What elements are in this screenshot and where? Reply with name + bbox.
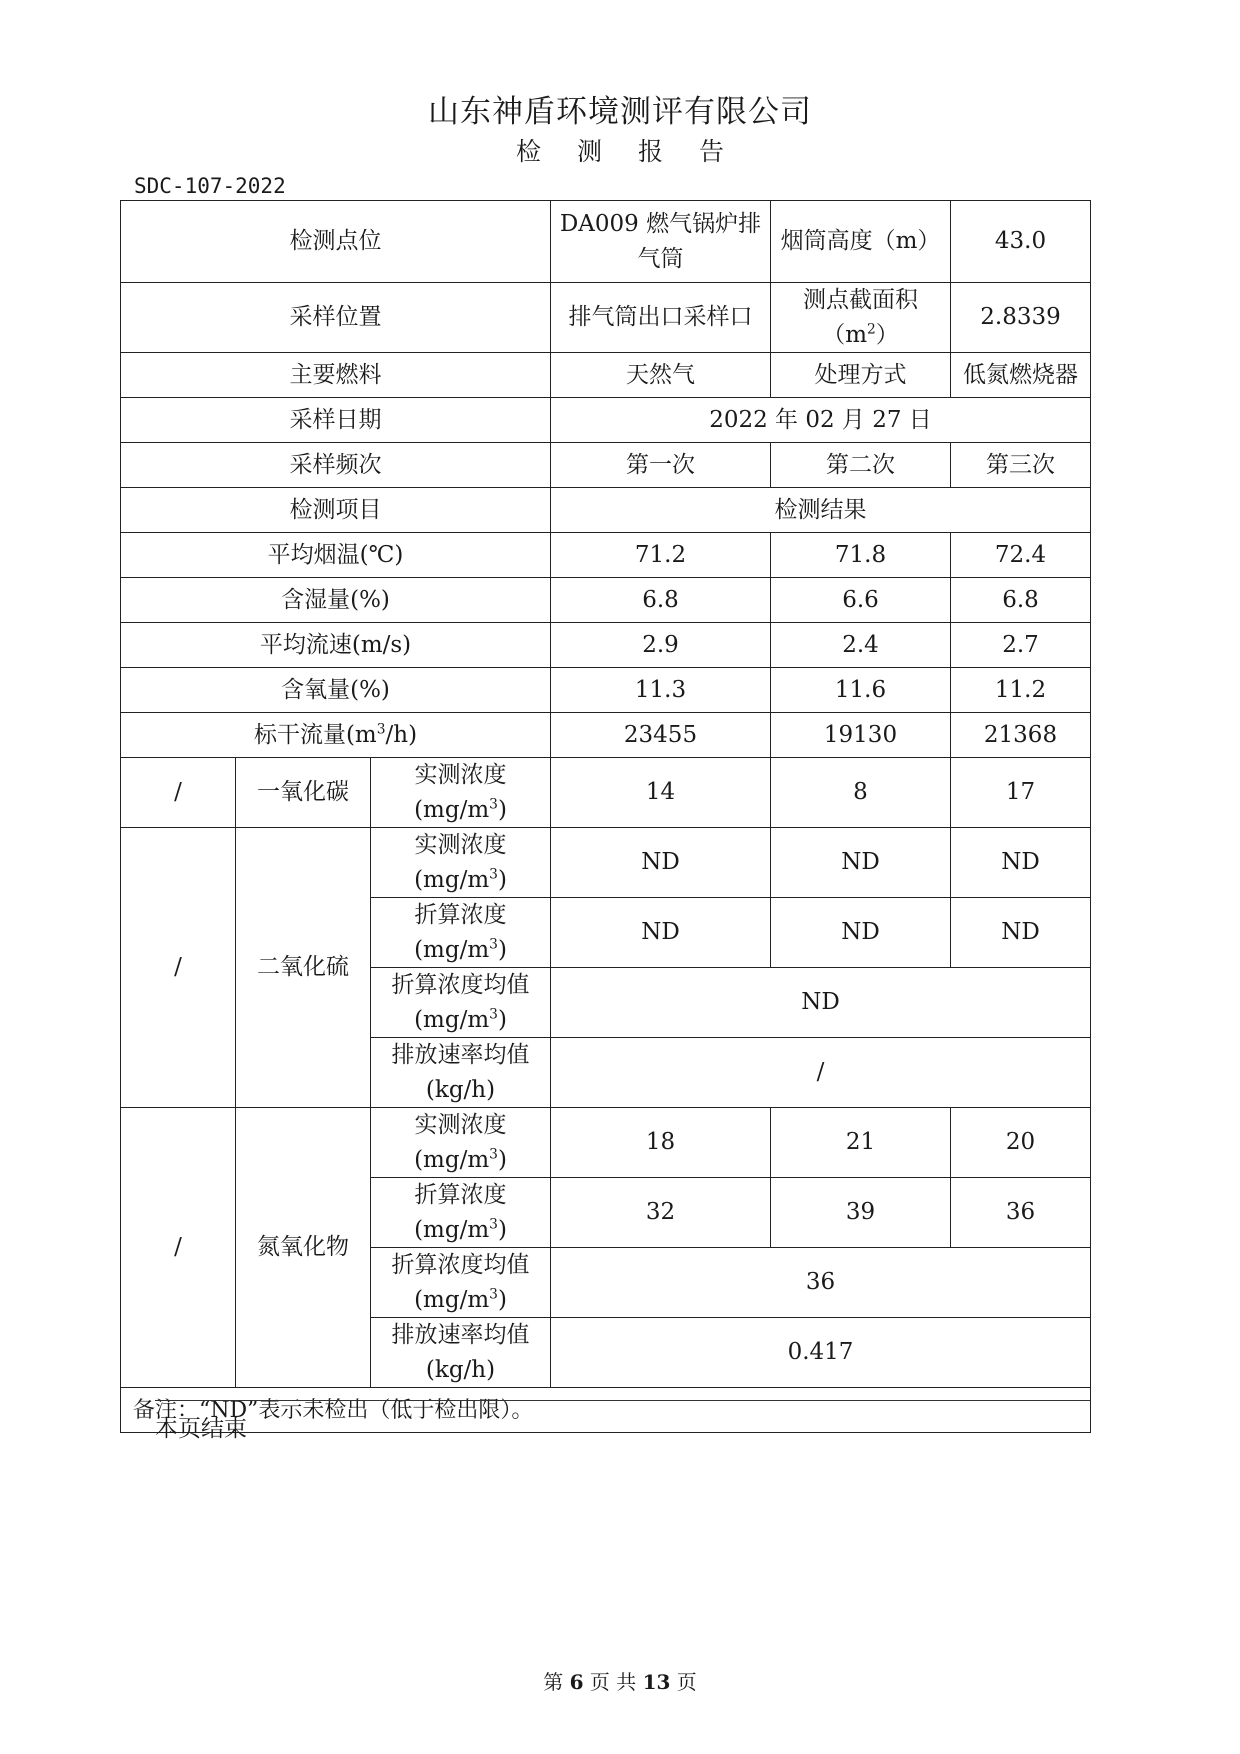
table-row xyxy=(121,353,1091,398)
so2-rate-label xyxy=(371,1038,551,1108)
unit-text: (mg/m xyxy=(414,1006,490,1033)
label-text: 实测浓度 xyxy=(414,832,507,858)
unit-text: (mg/m xyxy=(414,1146,490,1173)
unit-close: ) xyxy=(497,1286,507,1313)
co-name: 一氧化碳 xyxy=(236,758,371,828)
table-row xyxy=(121,623,1091,668)
treatment-value: 低氮燃烧器 xyxy=(951,353,1091,398)
freq-1: 第一次 xyxy=(551,443,771,488)
footer-rule xyxy=(155,1400,1090,1401)
date-label: 采样日期 xyxy=(121,398,551,443)
unit-text: (mg/m xyxy=(414,936,490,963)
nox-measured-value: 18 xyxy=(551,1108,771,1178)
param-value: 71.2 xyxy=(551,533,771,578)
nox-slash: / xyxy=(121,1108,236,1388)
co-measured-label xyxy=(371,758,551,828)
label-text: 折算浓度均值 xyxy=(391,972,530,998)
unit-close: ) xyxy=(497,1146,507,1173)
point-label: 检测点位 xyxy=(121,201,551,283)
table-row xyxy=(121,488,1091,533)
sampling-position-label: 采样位置 xyxy=(121,283,551,353)
nox-converted-label xyxy=(371,1178,551,1248)
label-text: 折算浓度均值 xyxy=(391,1252,530,1278)
company-name: 山东神盾环境测评有限公司 xyxy=(428,94,812,130)
nox-avg-value: 36 xyxy=(551,1248,1091,1318)
unit-close: ) xyxy=(497,936,507,963)
table-row xyxy=(121,201,1091,283)
so2-measured-label xyxy=(371,828,551,898)
remark: 备注：“ND”表示未检出（低于检出限）。 xyxy=(121,1388,1091,1433)
param-value: 11.2 xyxy=(951,668,1091,713)
unit-text: (kg/h) xyxy=(425,1076,496,1103)
param-value: 11.6 xyxy=(771,668,951,713)
label-text: 实测浓度 xyxy=(414,762,507,788)
table-row xyxy=(121,533,1091,578)
flow-label-text: 标干流量(m xyxy=(253,721,377,748)
frequency-label: 采样频次 xyxy=(121,443,551,488)
unit-sup: 3 xyxy=(489,865,498,882)
item-label: 检测项目 xyxy=(121,488,551,533)
flow-label-unit: /h) xyxy=(385,721,418,748)
label-text: 折算浓度 xyxy=(414,902,507,928)
co-value: 14 xyxy=(551,758,771,828)
so2-converted-label xyxy=(371,898,551,968)
param-label: 含湿量(%) xyxy=(121,578,551,623)
unit-text: (mg/m xyxy=(414,1216,490,1243)
param-label: 平均烟温(℃) xyxy=(121,533,551,578)
co-value: 8 xyxy=(771,758,951,828)
point-value: DA009 燃气锅炉排气筒 xyxy=(551,201,771,283)
param-value: 2.4 xyxy=(771,623,951,668)
label-text: 折算浓度 xyxy=(414,1182,507,1208)
table-row xyxy=(121,1388,1091,1433)
unit-text: (mg/m xyxy=(414,796,490,823)
stack-height-label: 烟筒高度（m） xyxy=(771,201,951,283)
param-value: 11.3 xyxy=(551,668,771,713)
unit-sup: 3 xyxy=(376,721,386,738)
so2-slash: / xyxy=(121,828,236,1108)
table-row xyxy=(121,758,1091,828)
table-row xyxy=(121,668,1091,713)
so2-measured-value: ND xyxy=(771,828,951,898)
nox-rate-label xyxy=(371,1318,551,1388)
fuel-label: 主要燃料 xyxy=(121,353,551,398)
flow-value: 23455 xyxy=(551,713,771,758)
param-value: 6.8 xyxy=(551,578,771,623)
unit-text: (mg/m xyxy=(414,866,490,893)
page-suffix: 页 xyxy=(676,1670,697,1694)
section-area-label-close: ） xyxy=(875,321,899,348)
so2-rate-value: / xyxy=(551,1038,1091,1108)
sampling-position-value: 排气筒出口采样口 xyxy=(551,283,771,353)
report-title xyxy=(0,132,1240,168)
so2-converted-value: ND xyxy=(771,898,951,968)
label-text: 排放速率均值 xyxy=(391,1322,530,1348)
report-code: SDC-107-2022 xyxy=(134,174,286,198)
co-value: 17 xyxy=(951,758,1091,828)
nox-converted-value: 32 xyxy=(551,1178,771,1248)
date-value: 2022 年 02 月 27 日 xyxy=(551,398,1091,443)
flow-value: 19130 xyxy=(771,713,951,758)
label-text: 排放速率均值 xyxy=(391,1042,530,1068)
page-number xyxy=(0,1666,1240,1695)
table-row xyxy=(121,713,1091,758)
so2-avg-value: ND xyxy=(551,968,1091,1038)
unit-close: ) xyxy=(497,866,507,893)
table-row xyxy=(121,1108,1091,1178)
nox-name: 氮氧化物 xyxy=(236,1108,371,1388)
flow-value: 21368 xyxy=(951,713,1091,758)
section-area-label-text: 测点截面积（m xyxy=(803,287,918,348)
unit-text: (mg/m xyxy=(414,1286,490,1313)
result-label: 检测结果 xyxy=(551,488,1091,533)
unit-sup: 3 xyxy=(489,795,498,812)
param-value: 72.4 xyxy=(951,533,1091,578)
unit-sup: 3 xyxy=(489,1005,498,1022)
page-prefix: 第 xyxy=(543,1670,564,1694)
current-page: 6 xyxy=(569,1670,584,1694)
nox-avg-label xyxy=(371,1248,551,1318)
section-area-label xyxy=(771,283,951,353)
param-label: 平均流速(m/s) xyxy=(121,623,551,668)
so2-measured-value: ND xyxy=(951,828,1091,898)
nox-measured-value: 20 xyxy=(951,1108,1091,1178)
treatment-label: 处理方式 xyxy=(771,353,951,398)
total-pages: 13 xyxy=(642,1670,671,1694)
flow-label xyxy=(121,713,551,758)
so2-converted-value: ND xyxy=(551,898,771,968)
so2-avg-label xyxy=(371,968,551,1038)
unit-sup: 3 xyxy=(489,935,498,952)
nox-rate-value: 0.417 xyxy=(551,1318,1091,1388)
param-value: 6.8 xyxy=(951,578,1091,623)
report-title-char: 测 xyxy=(577,137,603,166)
unit-close: ) xyxy=(497,1216,507,1243)
param-value: 71.8 xyxy=(771,533,951,578)
fuel-value: 天然气 xyxy=(551,353,771,398)
unit-sup: 3 xyxy=(489,1145,498,1162)
unit-sup: 2 xyxy=(867,320,876,337)
table-row xyxy=(121,443,1091,488)
nox-converted-value: 39 xyxy=(771,1178,951,1248)
table-row xyxy=(121,398,1091,443)
table-row xyxy=(121,283,1091,353)
nox-converted-value: 36 xyxy=(951,1178,1091,1248)
freq-2: 第二次 xyxy=(771,443,951,488)
so2-converted-value: ND xyxy=(951,898,1091,968)
nox-measured-label xyxy=(371,1108,551,1178)
report-title-char: 检 xyxy=(516,137,542,166)
unit-sup: 3 xyxy=(489,1215,498,1232)
report-title-char: 告 xyxy=(698,137,724,166)
param-value: 6.6 xyxy=(771,578,951,623)
label-text: 实测浓度 xyxy=(414,1112,507,1138)
unit-text: (kg/h) xyxy=(425,1356,496,1383)
page-middle: 页 共 xyxy=(589,1670,637,1694)
unit-close: ) xyxy=(497,796,507,823)
param-value: 2.9 xyxy=(551,623,771,668)
monitoring-table xyxy=(120,200,1091,1433)
table-row xyxy=(121,828,1091,898)
section-area-value: 2.8339 xyxy=(951,283,1091,353)
report-title-char: 报 xyxy=(637,137,663,166)
table-row xyxy=(121,578,1091,623)
unit-sup: 3 xyxy=(489,1285,498,1302)
so2-name: 二氧化硫 xyxy=(236,828,371,1108)
so2-measured-value: ND xyxy=(551,828,771,898)
param-label: 含氧量(%) xyxy=(121,668,551,713)
stack-height-value: 43.0 xyxy=(951,201,1091,283)
freq-3: 第三次 xyxy=(951,443,1091,488)
page-end-text: 本页结束 xyxy=(155,1416,247,1442)
unit-close: ) xyxy=(497,1006,507,1033)
param-value: 2.7 xyxy=(951,623,1091,668)
co-slash: / xyxy=(121,758,236,828)
nox-measured-value: 21 xyxy=(771,1108,951,1178)
